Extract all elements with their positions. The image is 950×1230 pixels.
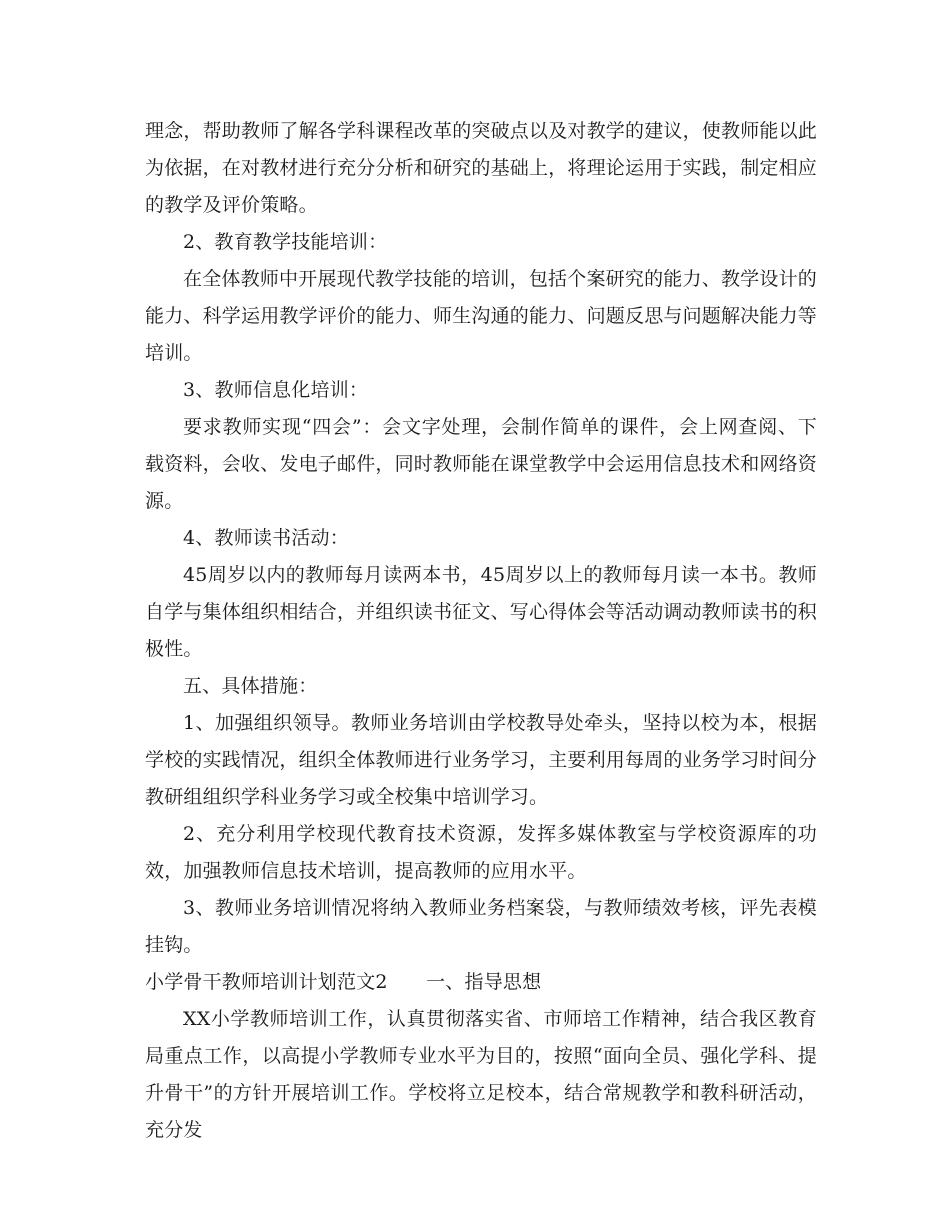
paragraph-it-training: 要求教师实现“四会”：会文字处理，会制作简单的课件，会上网查阅、下载资料，会收、发电子邮件，同时教师能在课堂教学中会运用信息技术和网络资源。 xyxy=(145,416,818,512)
subheading-teaching-skills-training: 2、教育教学技能培训： xyxy=(183,231,388,253)
paragraph-reading-activity: 45周岁以内的教师每月读两本书，45周岁以上的教师每月读一本书。教师自学与集体组织相结合，并组织读书征文、写心得体会等活动调动教师读书的积极性。 xyxy=(145,564,818,660)
paragraph-measure-2: 2、充分利用学校现代教育技术资源，发挥多媒体教室与学校资源库的功效，加强教师信息技术培训，提高教师的应用水平。 xyxy=(145,823,817,882)
paragraph-measure-3: 3、教师业务培训情况将纳入教师业务档案袋，与教师绩效考核，评先表模挂钩。 xyxy=(145,897,817,956)
paragraph-teaching-skills: 在全体教师中开展现代教学技能的培训，包括个案研究的能力、教学设计的能力、科学运用教学评价的能力、师生沟通的能力、问题反思与问题解决能力等培训。 xyxy=(145,268,818,364)
subheading-reading-activity: 4、教师读书活动： xyxy=(183,527,349,549)
paragraph-concept-continuation: 理念，帮助教师了解各学科课程改革的突破点以及对教学的建议，使教师能以此为依据，在对教材进行充分分析和研究的基础上，将理论运用于实践，制定相应的教学及评价策略。 xyxy=(145,120,818,216)
section-title-sample-2: 小学骨干教师培训计划范文2 一、指导思想 xyxy=(145,971,542,993)
section-heading-measures: 五、具体措施： xyxy=(183,675,318,697)
subheading-it-training: 3、教师信息化培训： xyxy=(183,379,369,401)
document-body xyxy=(145,113,817,1149)
paragraph-guiding-ideology: XX小学教师培训工作，认真贯彻落实省、市师培工作精神，结合我区教育局重点工作，以高提小学教师专业水平为目的，按照“面向全员、强化学科、提升骨干”的方针开展培训工作。学校将立足校本，结合常规教学和教科研活动，充分发 xyxy=(145,1008,817,1141)
paragraph-measure-1: 1、加强组织领导。教师业务培训由学校教导处牵头，坚持以校为本，根据学校的实践情况，组织全体教师进行业务学习，主要利用每周的业务学习时间分教研组组织学科业务学习或全校集中培训学习。 xyxy=(145,712,818,808)
